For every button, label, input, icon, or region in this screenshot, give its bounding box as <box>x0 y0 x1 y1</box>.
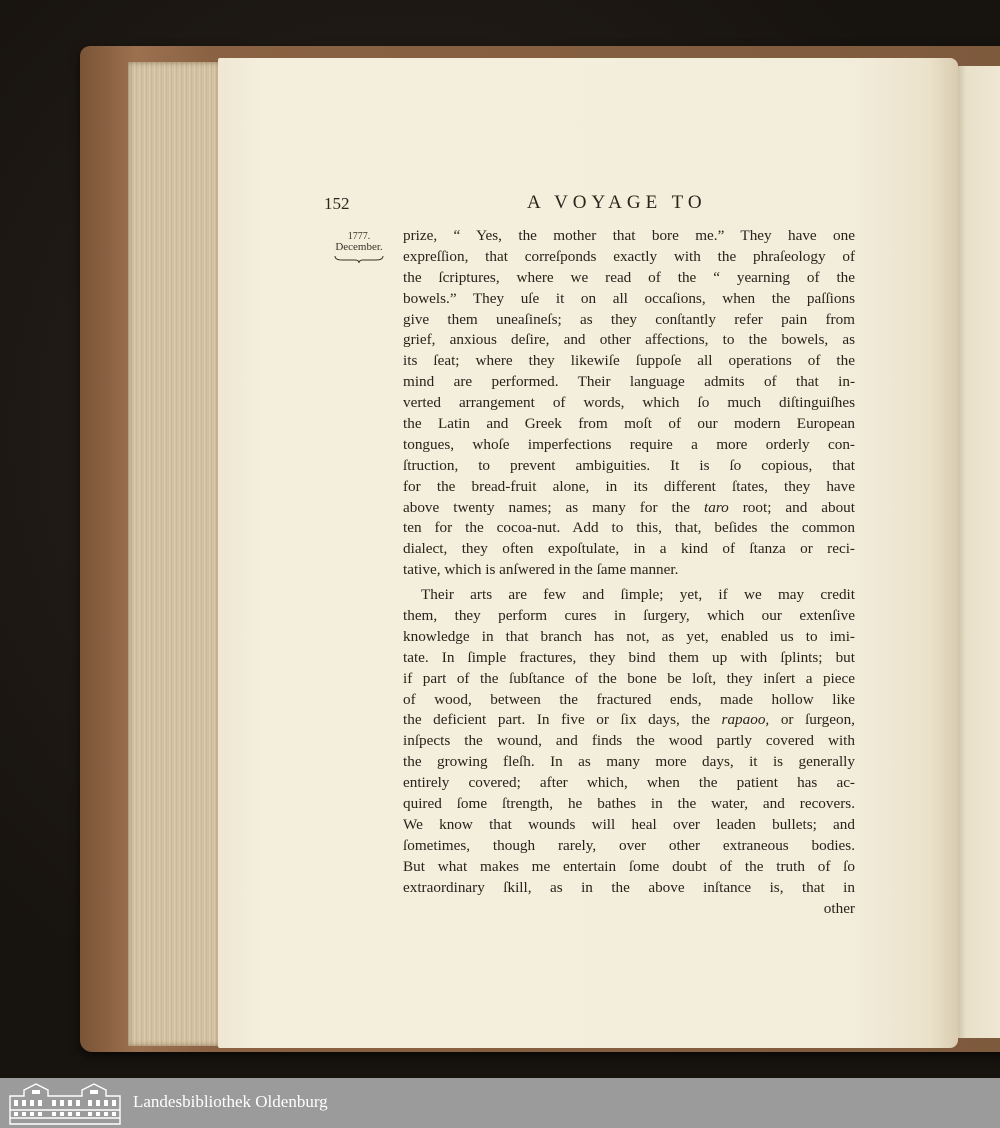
running-title: A VOYAGE TO <box>527 192 707 213</box>
text-line: But what makes me entertain ſome doubt of the truth of ſo <box>403 857 855 875</box>
text-line: ſometimes, though rarely, over other extraneous bodies. <box>403 836 855 854</box>
text-line <box>403 498 855 519</box>
margin-note-month: December. <box>335 241 383 253</box>
text-line: verted arrangement of words, which ſo much diſtinguiſhes <box>403 394 855 412</box>
running-head <box>0 190 1000 220</box>
text-line: of wood, between the fractured ends, made hollow like <box>403 690 855 708</box>
text-line: them, they perform cures in ſurgery, which our extenſive <box>403 607 855 625</box>
text-line: entirely covered; after which, when the patient has ac- <box>403 774 855 792</box>
text-line: the ſcriptures, where we read of the “ yearning of the <box>403 268 855 286</box>
text-line: ſtruction, to prevent ambiguities. It is ſo copious, that <box>403 456 855 474</box>
library-building-icon <box>6 1080 124 1126</box>
library-name: Landesbibliothek Oldenburg <box>133 1092 328 1111</box>
paragraph-end-line: tative, which is anſwered in the ſame manner. <box>403 561 679 579</box>
page-number: 152 <box>324 194 350 213</box>
text-line: tongues, whoſe imperfections require a more orderly con- <box>403 435 855 453</box>
brace-icon <box>334 255 384 263</box>
text-run: above twenty names; as many for the <box>403 498 704 516</box>
text-line: dialect, they often expoſtulate, in a kind of ſtanza or reci- <box>403 540 855 558</box>
text-line: knowledge in that branch has not, as yet, enabled us to imi- <box>403 627 855 645</box>
text-line: bowels.” They uſe it on all occaſions, when the paſſions <box>403 289 855 307</box>
margin-note <box>330 231 388 263</box>
text-line: extraordinary ſkill, as in the above inſtance is, that in <box>403 878 855 896</box>
text-line: ten for the cocoa-nut. Add to this, that, beſides the common <box>403 519 855 537</box>
text-run: or ſurgeon, <box>769 711 855 729</box>
text-line <box>403 710 855 731</box>
text-line: expreſſion, that correſponds exactly with the phraſeology of <box>403 247 855 265</box>
text-line: prize, “ Yes, the mother that bore me.” They have one <box>403 227 855 244</box>
text-line: grief, anxious deſire, and other affections, to the bowels, as <box>403 331 855 349</box>
text-line: its ſeat; where they likewiſe ſuppoſe all operations of the <box>403 352 855 370</box>
text-line: mind are performed. Their language admits of that in- <box>403 373 855 391</box>
text-line: quired ſome ſtrength, he bathes in the water, and recovers. <box>403 795 855 813</box>
text-run: root; and about <box>728 498 855 516</box>
text-line: if part of the ſubſtance of the bone be loſt, they inſert a piece <box>403 669 855 687</box>
body-text <box>403 226 855 919</box>
text-line: tate. In ſimple fractures, they bind them up with ſplints; but <box>403 648 855 666</box>
catchword: other <box>823 899 855 917</box>
text-run: the deficient part. In five or ſix days, the <box>403 711 722 729</box>
text-line: for the bread-fruit alone, in its different ſtates, they have <box>403 477 855 495</box>
italic-term-taro: taro <box>704 498 729 516</box>
text-line: give them uneaſineſs; as they conſtantly refer pain from <box>403 310 855 328</box>
text-line: the Latin and Greek from moſt of our modern European <box>403 415 855 433</box>
library-banner <box>0 1078 1000 1128</box>
text-line: We know that wounds will heal over leaden bullets; and <box>403 815 855 833</box>
text-line: inſpects the wound, and finds the wood partly covered with <box>403 732 855 750</box>
text-line: the growing fleſh. In as many more days, it is generally <box>403 753 855 771</box>
italic-term-rapaoo: rapaoo, <box>721 711 770 729</box>
margin-note-year: 1777. <box>347 231 371 242</box>
paragraph-start-line: Their arts are few and ſimple; yet, if we may credit <box>421 586 855 604</box>
